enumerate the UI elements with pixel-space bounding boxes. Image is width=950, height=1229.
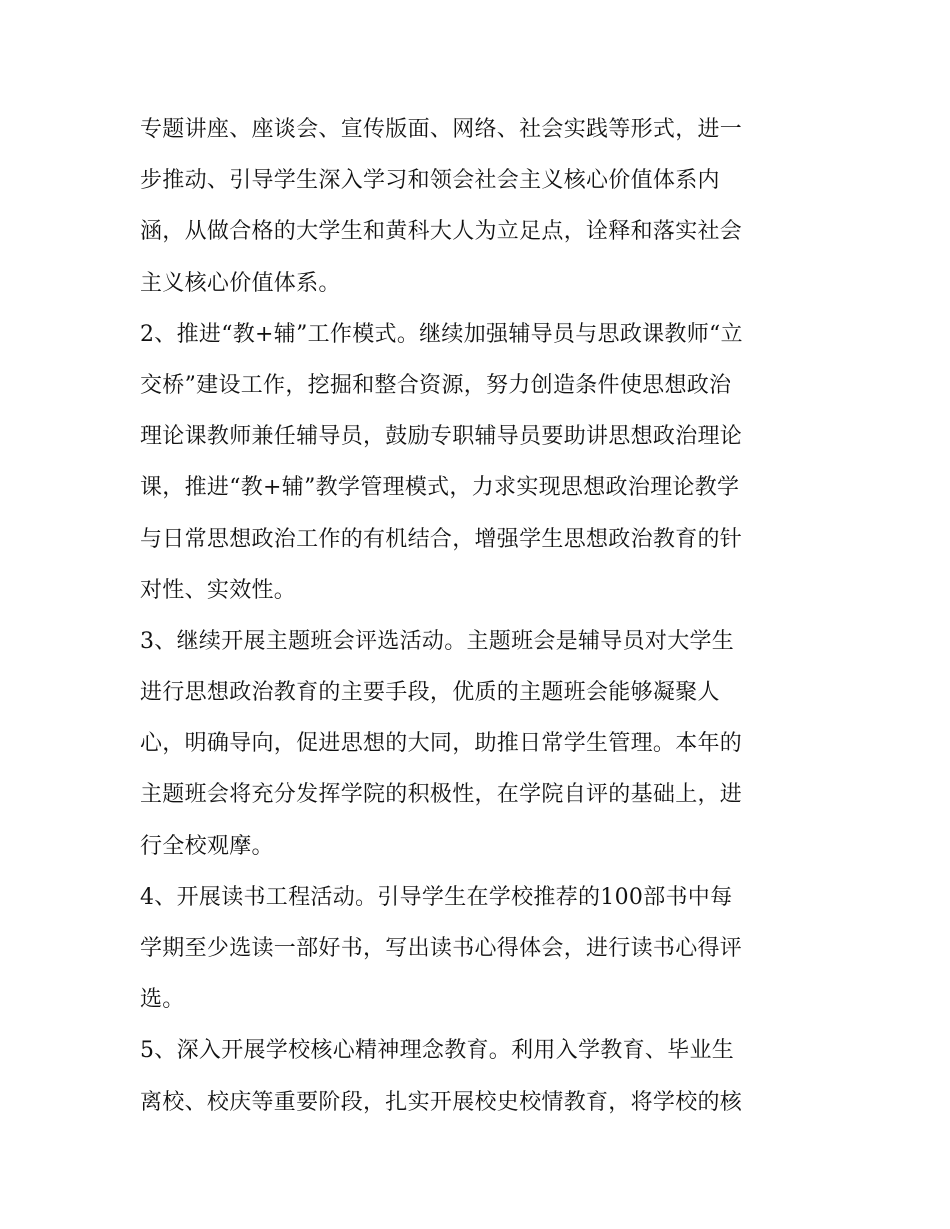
text-line: 涵，从做合格的大学生和黄科大人为立足点，诠释和落实社会 [140,219,743,245]
list-item-5-line: 5、深入开展学校核心精神理念教育。利用入学教育、毕业生 [140,1038,735,1064]
list-item-4-line: 4、开展读书工程活动。引导学生在学校推荐的100部书中每 [140,884,733,910]
text-line: 主题班会将充分发挥学院的积极性，在学院自评的基础上，进 [140,782,743,808]
text-line: 心，明确导向，促进思想的大同，助推日常学生管理。本年的 [140,731,743,757]
text-line: 课，推进“教+辅”教学管理模式，力求实现思想政治理论教学 [140,475,740,501]
text-line: 专题讲座、座谈会、宣传版面、网络、社会实践等形式，进一 [140,117,743,142]
text-line: 选。 [140,987,185,1013]
text-line: 交桥”建设工作，挖掘和整合资源，努力创造条件使思想政治 [140,372,732,398]
text-line: 与日常思想政治工作的有机结合，增强学生思想政治教育的针 [140,526,743,552]
text-line: 主义核心价值体系。 [140,270,341,296]
text-line: 行全校观摩。 [140,833,274,859]
text-line: 步推动、引导学生深入学习和领会社会主义核心价值体系内 [140,168,720,194]
text-line: 学期至少选读一部好书，写出读书心得体会，进行读书心得评 [140,936,743,961]
text-line: 对性、实效性。 [140,577,297,603]
list-item-3-line: 3、继续开展主题班会评选活动。主题班会是辅导员对大学生 [140,628,735,654]
list-item-2-line: 2、推进“教+辅”工作模式。继续加强辅导员与思政课教师“立 [140,321,743,347]
document-body [140,104,820,1128]
text-line: 离校、校庆等重要阶段，扎实开展校史校情教育，将学校的核 [140,1089,743,1115]
text-line: 进行思想政治教育的主要手段，优质的主题班会能够凝聚人 [140,680,720,706]
text-line: 理论课教师兼任辅导员，鼓励专职辅导员要助讲思想政治理论 [140,424,743,450]
